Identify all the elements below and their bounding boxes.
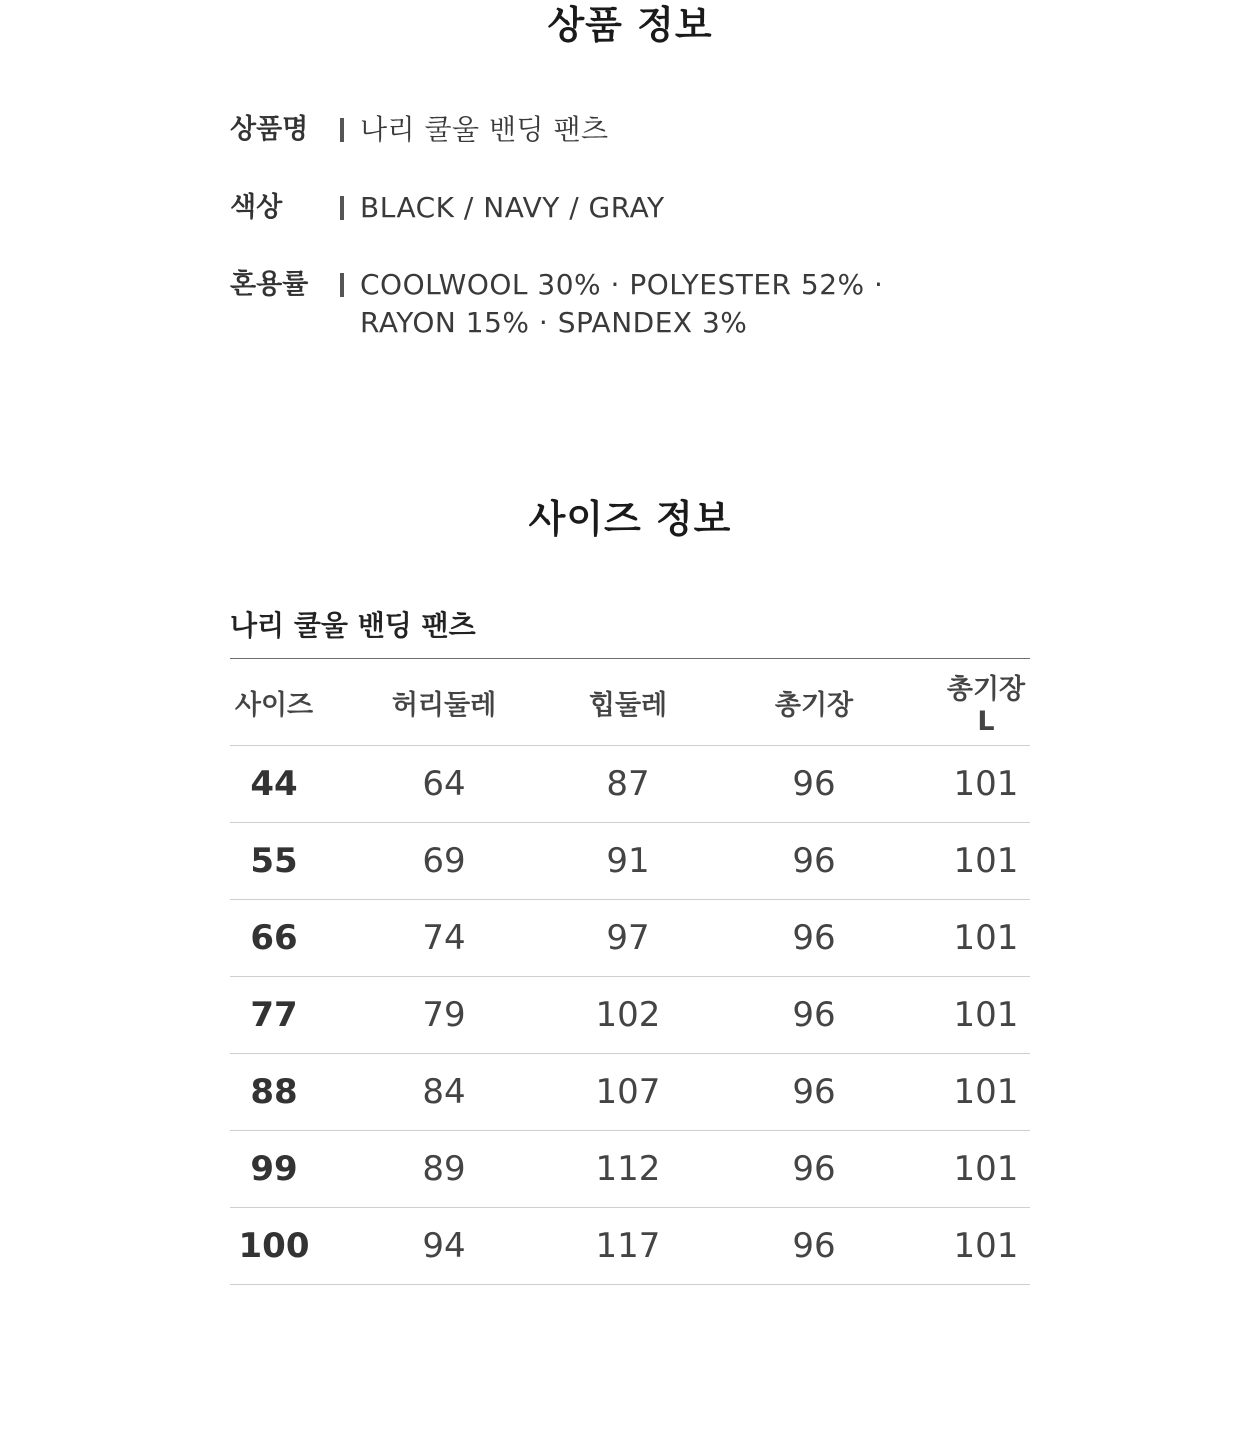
column-header-hip: 힙둘레 bbox=[570, 659, 686, 746]
total-length-l-cell: 101 bbox=[942, 746, 1030, 823]
fabric-mix-line-2: RAYON 15% · SPANDEX 3% bbox=[360, 306, 748, 339]
waist-cell: 79 bbox=[318, 977, 570, 1054]
table-row bbox=[230, 746, 1030, 823]
table-row bbox=[230, 900, 1030, 977]
size-info-title: 사이즈 정보 bbox=[528, 497, 732, 541]
product-name-label: 상품명 bbox=[230, 114, 309, 145]
separator-bar bbox=[340, 196, 344, 220]
waist-cell: 94 bbox=[318, 1208, 570, 1285]
total-length-cell: 96 bbox=[686, 1208, 942, 1285]
waist-cell: 74 bbox=[318, 900, 570, 977]
waist-cell: 64 bbox=[318, 746, 570, 823]
hip-cell: 102 bbox=[570, 977, 686, 1054]
separator-bar bbox=[340, 118, 344, 142]
table-row bbox=[230, 1208, 1030, 1285]
total-length-l-cell: 101 bbox=[942, 1054, 1030, 1131]
size-cell: 66 bbox=[230, 900, 318, 977]
size-cell: 99 bbox=[230, 1131, 318, 1208]
total-length-l-cell: 101 bbox=[942, 1208, 1030, 1285]
total-length-l-cell: 101 bbox=[942, 1131, 1030, 1208]
size-table bbox=[230, 658, 1030, 1285]
info-row-color bbox=[230, 189, 1030, 227]
waist-cell: 69 bbox=[318, 823, 570, 900]
hip-cell: 107 bbox=[570, 1054, 686, 1131]
hip-cell: 97 bbox=[570, 900, 686, 977]
total-length-l-cell: 101 bbox=[942, 823, 1030, 900]
total-length-l-cell: 101 bbox=[942, 977, 1030, 1054]
color-label: 색상 bbox=[230, 192, 283, 223]
waist-cell: 84 bbox=[318, 1054, 570, 1131]
fabric-mix-line-1: COOLWOOL 30% · POLYESTER 52% · bbox=[360, 268, 884, 301]
column-header-size: 사이즈 bbox=[230, 659, 318, 746]
info-row-fabric-mix bbox=[230, 266, 1030, 342]
column-header-total-length: 총기장 bbox=[686, 659, 942, 746]
size-table-body bbox=[230, 746, 1030, 1285]
total-length-cell: 96 bbox=[686, 746, 942, 823]
total-length-cell: 96 bbox=[686, 1131, 942, 1208]
size-cell: 88 bbox=[230, 1054, 318, 1131]
table-row bbox=[230, 1131, 1030, 1208]
total-length-cell: 96 bbox=[686, 823, 942, 900]
total-length-cell: 96 bbox=[686, 977, 942, 1054]
product-name-value: 나리 쿨울 밴딩 팬츠 bbox=[360, 113, 609, 146]
size-cell: 44 bbox=[230, 746, 318, 823]
fabric-mix-value bbox=[360, 266, 883, 342]
product-info-title: 상품 정보 bbox=[547, 3, 713, 47]
fabric-mix-label: 혼용률 bbox=[230, 269, 309, 300]
hip-cell: 87 bbox=[570, 746, 686, 823]
column-header-waist: 허리둘레 bbox=[318, 659, 570, 746]
separator-bar bbox=[340, 273, 344, 297]
waist-cell: 89 bbox=[318, 1131, 570, 1208]
table-row bbox=[230, 823, 1030, 900]
table-row bbox=[230, 977, 1030, 1054]
size-table-title: 나리 쿨울 밴딩 팬츠 bbox=[230, 609, 476, 642]
column-header-total-length-l: 총기장L bbox=[942, 659, 1030, 746]
hip-cell: 91 bbox=[570, 823, 686, 900]
size-table-header-row bbox=[230, 659, 1030, 746]
total-length-cell: 96 bbox=[686, 1054, 942, 1131]
color-value: BLACK / NAVY / GRAY bbox=[360, 191, 665, 224]
table-row bbox=[230, 1054, 1030, 1131]
hip-cell: 112 bbox=[570, 1131, 686, 1208]
hip-cell: 117 bbox=[570, 1208, 686, 1285]
size-cell: 100 bbox=[230, 1208, 318, 1285]
size-cell: 55 bbox=[230, 823, 318, 900]
info-row-product-name bbox=[230, 111, 1030, 149]
size-cell: 77 bbox=[230, 977, 318, 1054]
total-length-l-cell: 101 bbox=[942, 900, 1030, 977]
total-length-cell: 96 bbox=[686, 900, 942, 977]
